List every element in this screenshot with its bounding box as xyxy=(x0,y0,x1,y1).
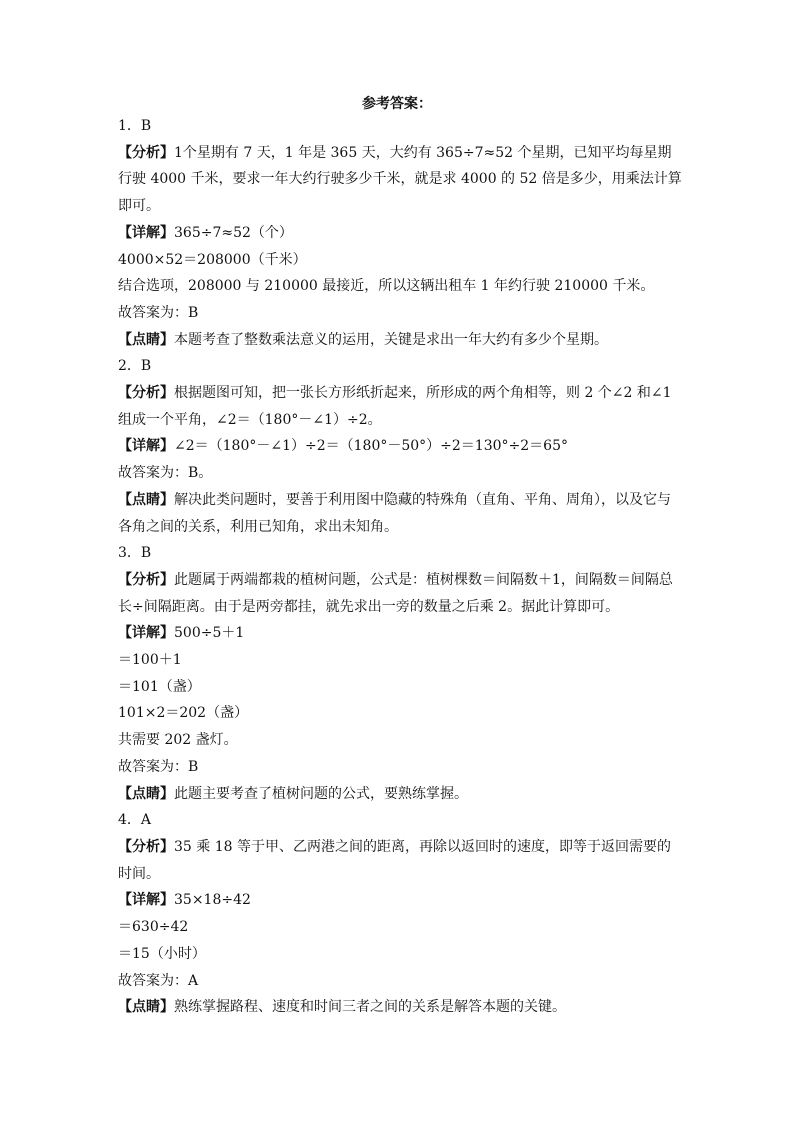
q4-comment xyxy=(118,994,683,1021)
detail-tag: 【详解】 xyxy=(118,438,174,455)
detail-tag: 【详解】 xyxy=(118,224,174,241)
page-title: 参考答案： xyxy=(362,96,432,112)
analysis-tag: 【分析】 xyxy=(118,838,174,855)
q3-analysis xyxy=(118,567,683,620)
q2-detail xyxy=(118,433,683,460)
q3-detail-line-1: 500÷5＋1 xyxy=(174,625,245,642)
q2-analysis xyxy=(118,380,683,433)
q1-detail-line-3: 结合选项，208000 与 210000 最接近，所以这辆出租车 1 年约行驶 210000 千米。 xyxy=(118,278,655,295)
q4-detail-line-1: 35×18÷42 xyxy=(174,892,251,909)
q2-analysis-text: 根据题图可知，把一张长方形纸折起来，所形成的两个角相等，则 2 个∠2 和∠1 组成一个平角，∠2＝（180°－∠1）÷2。 xyxy=(118,385,672,428)
comment-tag: 【点睛】 xyxy=(118,491,174,508)
q4-analysis xyxy=(118,834,683,887)
q3-detail-line-4: 101×2＝202（盏） xyxy=(118,705,249,722)
q4-number: 4．A xyxy=(118,812,152,829)
q1-comment-text: 本题考查了整数乘法意义的运用，关键是求出一年大约有多少个星期。 xyxy=(174,331,608,348)
comment-tag: 【点睛】 xyxy=(118,999,174,1016)
q4-answer: 故答案为：A xyxy=(118,972,199,989)
detail-tag: 【详解】 xyxy=(118,625,174,642)
q4-detail xyxy=(118,887,683,914)
comment-tag: 【点睛】 xyxy=(118,331,174,348)
q1-number: 1．B xyxy=(118,118,152,134)
detail-tag: 【详解】 xyxy=(118,892,174,909)
q2-answer: 故答案为：B。 xyxy=(118,465,213,482)
analysis-tag: 【分析】 xyxy=(118,385,174,402)
q1-analysis-text: 1个星期有 7 天，1 年是 365 天，大约有 365÷7≈52 个星期，已知平均每星期行驶 4000 千米，要求一年大约行驶多少千米，就是求 4000 的 52 倍是多少，用乘法计算即可。 xyxy=(118,144,682,215)
comment-tag: 【点睛】 xyxy=(118,785,174,802)
q2-detail-text: ∠2＝（180°－∠1）÷2＝（180°－50°）÷2＝130°÷2＝65° xyxy=(174,438,568,455)
q2-comment-text: 解决此类问题时，要善于利用图中隐藏的特殊角（直角、平角、周角），以及它与各角之间的关系，利用已知角，求出未知角。 xyxy=(118,491,671,535)
q2-number: 2．B xyxy=(118,358,152,375)
q3-comment-text: 此题主要考查了植树问题的公式，要熟练掌握。 xyxy=(174,785,468,802)
q4-analysis-text: 35 乘 18 等于甲、乙两港之间的距离，再除以返回时的速度，即等于返回需要的时间。 xyxy=(118,838,671,882)
q1-detail-line-2: 4000×52＝208000（千米） xyxy=(118,251,307,268)
q1-detail xyxy=(118,220,683,247)
q3-detail-line-2: ＝100＋1 xyxy=(118,652,182,669)
q3-comment xyxy=(118,781,683,808)
q3-detail-line-5: 共需要 202 盏灯。 xyxy=(118,732,238,749)
q3-detail xyxy=(118,620,683,647)
q1-answer: 故答案为：B xyxy=(118,304,199,321)
q3-number: 3．B xyxy=(118,545,152,562)
q4-detail-line-2: ＝630÷42 xyxy=(118,919,189,936)
q4-comment-text: 熟练掌握路程、速度和时间三者之间的关系是解答本题的关键。 xyxy=(174,999,566,1016)
q1-analysis xyxy=(118,140,683,220)
q4-detail-line-3: ＝15（小时） xyxy=(118,945,206,962)
q1-comment xyxy=(118,327,683,354)
q2-comment xyxy=(118,487,683,540)
analysis-tag: 【分析】 xyxy=(118,144,174,161)
q1-detail-line-1: 365÷7≈52（个） xyxy=(174,224,293,241)
analysis-tag: 【分析】 xyxy=(118,571,174,588)
q3-detail-line-3: ＝101（盏） xyxy=(118,678,201,695)
answer-content xyxy=(118,113,683,1021)
q3-answer: 故答案为：B xyxy=(118,758,199,775)
q3-analysis-text: 此题属于两端都栽的植树问题，公式是：植树棵数＝间隔数＋1，间隔数＝间隔总长÷间隔距离。由于是两旁都挂，就先求出一旁的数量之后乘 2。据此计算即可。 xyxy=(118,571,673,615)
